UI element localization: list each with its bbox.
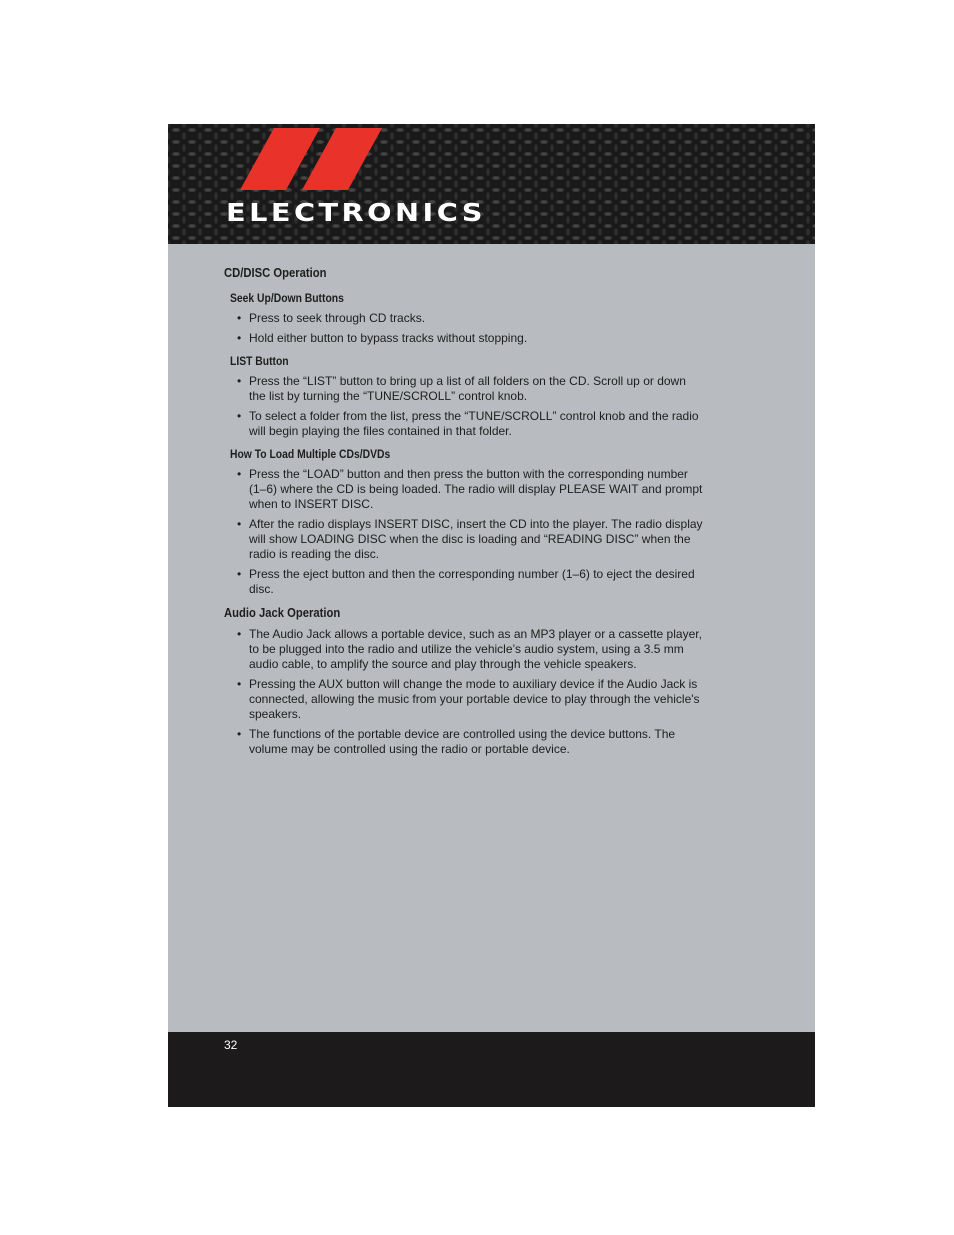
bullet-icon: • xyxy=(237,517,242,531)
list-item: • Hold either button to bypass tracks without stopping. xyxy=(237,331,528,345)
bullet-icon: • xyxy=(237,331,242,345)
bullet-icon: • xyxy=(237,627,242,641)
bullet-icon: • xyxy=(237,567,242,581)
bullet-icon: • xyxy=(237,677,242,691)
list-item: • After the radio displays INSERT DISC, insert the CD into the player. The radio display will show LOADING DISC when the disc is loading and “READING DISC” when the radio is reading the disc. xyxy=(237,517,703,561)
audio-jack-heading: Audio Jack Operation xyxy=(224,606,341,620)
page-number: 32 xyxy=(224,1038,238,1052)
bullet-icon: • xyxy=(237,311,242,325)
section-title: ELECTRONICS xyxy=(226,198,486,227)
manual-page xyxy=(168,124,815,1107)
seek-buttons-list xyxy=(224,311,704,346)
list-item: • The functions of the portable device are controlled using the device buttons. The volume may be controlled using the radio or portable device. xyxy=(237,727,676,756)
list-item: • Press to seek through CD tracks. xyxy=(237,311,426,325)
list-item: • Press the eject button and then the corresponding number (1–6) to eject the desired disc. xyxy=(237,567,695,596)
page-content xyxy=(224,266,704,766)
load-multiple-heading: How To Load Multiple CDs/DVDs xyxy=(230,449,391,461)
list-item: • Press the “LOAD” button and then press the button with the corresponding number (1–6) where the CD is being loaded. The radio will display PLEASE WAIT and prompt when to INSERT DISC. xyxy=(237,467,703,511)
bullet-icon: • xyxy=(237,727,242,741)
bullet-icon: • xyxy=(237,467,242,481)
page-footer xyxy=(168,1032,815,1107)
cd-disc-heading: CD/DISC Operation xyxy=(224,266,327,280)
load-multiple-list xyxy=(224,467,704,597)
list-item: • Pressing the AUX button will change the mode to auxiliary device if the Audio Jack is connected, allowing the music from your portable device to play through the vehicle's speakers. xyxy=(237,677,700,721)
section-header xyxy=(168,124,815,244)
list-item: • The Audio Jack allows a portable device, such as an MP3 player or a cassette player, to be plugged into the radio and utilize the vehicle’s audio system, using a 3.5 mm audio cable, to amplify the source and play through the vehicle speakers. xyxy=(237,627,702,671)
brand-stripes-logo xyxy=(240,128,390,190)
seek-buttons-heading: Seek Up/Down Buttons xyxy=(230,293,344,305)
audio-jack-list xyxy=(224,627,704,757)
list-button-list xyxy=(224,374,704,439)
list-item: • To select a folder from the list, press the “TUNE/SCROLL” control knob and the radio will begin playing the files contained in that folder. xyxy=(237,409,699,438)
list-button-heading: LIST Button xyxy=(230,356,289,368)
list-item: • Press the “LIST” button to bring up a list of all folders on the CD. Scroll up or down the list by turning the “TUNE/SCROLL” control knob. xyxy=(237,374,686,403)
bullet-icon: • xyxy=(237,409,242,423)
bullet-icon: • xyxy=(237,374,242,388)
